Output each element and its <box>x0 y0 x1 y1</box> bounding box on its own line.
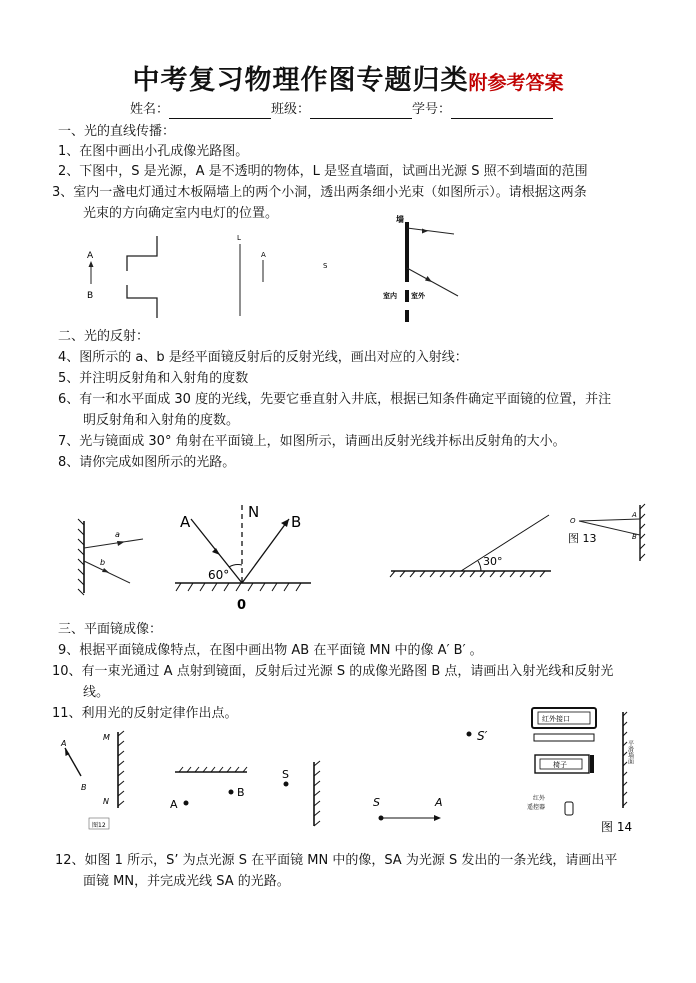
label-pb: B <box>237 786 245 799</box>
label-fig14: 图 14 <box>601 820 633 834</box>
info-line <box>130 101 553 119</box>
fig13 <box>568 504 645 561</box>
question-6a: 6、有一和水平面成 30 度的光线，先要它垂直射入井底，根据已知条件确定平面镜的位置，并注 <box>58 392 612 407</box>
class-label: 班级： <box>271 102 311 117</box>
q5-figure <box>175 503 311 613</box>
reflected-arrow <box>281 519 289 527</box>
ray-sa-arrow <box>434 815 441 821</box>
ray-a <box>84 539 143 548</box>
question-10b: 线。 <box>83 685 110 700</box>
object-arrowhead <box>89 261 94 267</box>
surface-hatch <box>176 583 301 591</box>
label-chair: 椅子 <box>553 761 567 769</box>
label-outdoor: 室外 <box>411 292 425 300</box>
shadow-figure <box>237 234 328 316</box>
chair-back <box>590 755 594 773</box>
question-9: 9、根据平面镜成像特点，在图中画出物 AB 在平面镜 MN 中的像 A′ B′ 。 <box>58 643 483 658</box>
question-12a: 12、如图 1 所示，S’ 为点光源 S 在平面镜 MN 中的像，SA 为光源 S 发出的一条光线，请画出平 <box>55 853 618 868</box>
label-indoor: 室内 <box>383 292 397 300</box>
q10-figure <box>170 767 247 811</box>
mirror-13-hatch <box>640 504 645 559</box>
reflected-ray <box>242 519 289 583</box>
pinhole-box <box>127 236 157 318</box>
question-10a: 10、有一束光通过 A 点射到镜面，反射后过光源 S 的成像光路图 B 点，请画出入射光线和反射光 <box>52 664 614 679</box>
remote-icon <box>565 802 573 815</box>
fig14 <box>527 708 634 834</box>
q7-figure <box>390 515 551 577</box>
label-ir: 红外接口 <box>542 715 570 723</box>
label-smooth-wall: 平滑墙面 <box>626 740 634 764</box>
label-s2: S <box>373 796 380 809</box>
label-ray-a: A <box>180 513 191 531</box>
beam-1-arrow <box>422 229 428 234</box>
name-label: 姓名： <box>130 102 170 117</box>
question-8: 8、请你完成如图所示的光路。 <box>58 455 236 470</box>
title-sub: 附参考答案 <box>468 72 564 94</box>
label-pb: B <box>632 533 637 541</box>
label-normal: N <box>248 503 260 521</box>
lamp-figure <box>383 214 458 322</box>
label-fig13: 图 13 <box>568 532 597 545</box>
label-a2: A <box>261 251 266 259</box>
section2-figures <box>65 495 665 617</box>
label-a2: A <box>435 796 443 809</box>
label-l: L <box>237 234 241 242</box>
beam-1 <box>407 228 454 234</box>
mirror-q11-hatch <box>314 761 320 826</box>
question-7: 7、光与镜面成 30° 角射在平面镜上，如图所示，请画出反射光线并标出反射角的大小。 <box>58 434 566 449</box>
beam-2-arrow <box>425 276 432 282</box>
label-wall: 墙 <box>396 215 404 224</box>
mirror-hatch <box>78 519 84 595</box>
pinhole-figure <box>87 236 157 318</box>
question-1: 1、在图中画出小孔成像光路图。 <box>58 144 249 159</box>
question-11: 11、利用光的反射定律作出点。 <box>52 706 238 721</box>
question-4: 4、图所示的 a、b 是经平面镜反射后的反射光线，画出对应的入射线： <box>58 350 468 365</box>
label-fig12: 图12 <box>92 822 106 829</box>
number-field[interactable] <box>451 105 553 119</box>
label-n: N <box>103 797 109 806</box>
mirror-mn-hatch <box>118 731 124 806</box>
title-main: 中考复习物理作图专题归类 <box>132 65 469 96</box>
label-angle: 60° <box>208 568 230 582</box>
label-s: S <box>282 768 289 781</box>
question-6b: 明反射角和入射角的度数。 <box>83 413 240 428</box>
label-a: A <box>87 251 94 261</box>
label-b: b <box>100 558 106 567</box>
label-m: M <box>103 733 110 742</box>
label-obj-b: B <box>81 783 87 792</box>
label-s: S <box>323 262 328 270</box>
point-a <box>184 801 189 806</box>
label-b: B <box>87 291 94 301</box>
point-s-prime <box>467 732 472 737</box>
incident-arrow <box>212 548 220 555</box>
question-2: 2、下图中，S 是光源，A 是不透明的物体，L 是竖直墙面，试画出光源 S 照不到墙面的范围 <box>58 164 588 179</box>
label-remote1: 红外 <box>533 795 546 802</box>
label-origin: 0 <box>237 598 247 613</box>
label-pa: A <box>170 798 178 811</box>
label-ray-b: B <box>291 513 302 531</box>
ray-a-arrow <box>117 541 125 546</box>
fig12 <box>60 731 124 829</box>
question-5: 5、并注明反射角和入射角的度数 <box>58 371 249 386</box>
section3-figures <box>55 700 655 846</box>
question-3a: 3、室内一盏电灯通过木板隔墙上的两个小洞，透出两条细小光束（如图所示）。请根据这两条 <box>52 185 587 200</box>
label-angle-30: 30° <box>483 555 503 568</box>
angle-arc <box>229 565 242 567</box>
number-label: 学号： <box>412 102 452 117</box>
point-s <box>284 782 289 787</box>
ray-oa <box>579 519 640 521</box>
angle-arc-2 <box>478 561 481 571</box>
q4-figure <box>78 519 143 595</box>
point-b <box>229 790 234 795</box>
section1-figures <box>70 212 480 324</box>
q12-figure <box>373 729 488 821</box>
class-field[interactable] <box>310 105 412 119</box>
section3-heading: 三、平面镜成像： <box>58 622 163 637</box>
question-3b: 光束的方向确定室内电灯的位置。 <box>83 206 279 221</box>
label-a: a <box>115 530 120 539</box>
ray-30 <box>461 515 549 571</box>
q11-figure <box>282 761 320 826</box>
ir-port-base <box>534 734 594 741</box>
surface-hatch-2 <box>390 571 545 577</box>
page-title <box>0 58 696 97</box>
label-remote2: 遥控器 <box>527 804 546 811</box>
label-pa: A <box>632 511 637 519</box>
name-field[interactable] <box>169 105 271 119</box>
label-obj-a: A <box>61 739 67 748</box>
ray-b-arrow <box>102 568 109 573</box>
section1-heading: 一、光的直线传播： <box>58 124 176 139</box>
label-o: O <box>570 517 576 525</box>
question-12b: 面镜 MN，并完成光线 SA 的光路。 <box>83 874 290 889</box>
label-s-prime: S′ <box>477 729 488 743</box>
section2-heading: 二、光的反射： <box>58 329 150 344</box>
